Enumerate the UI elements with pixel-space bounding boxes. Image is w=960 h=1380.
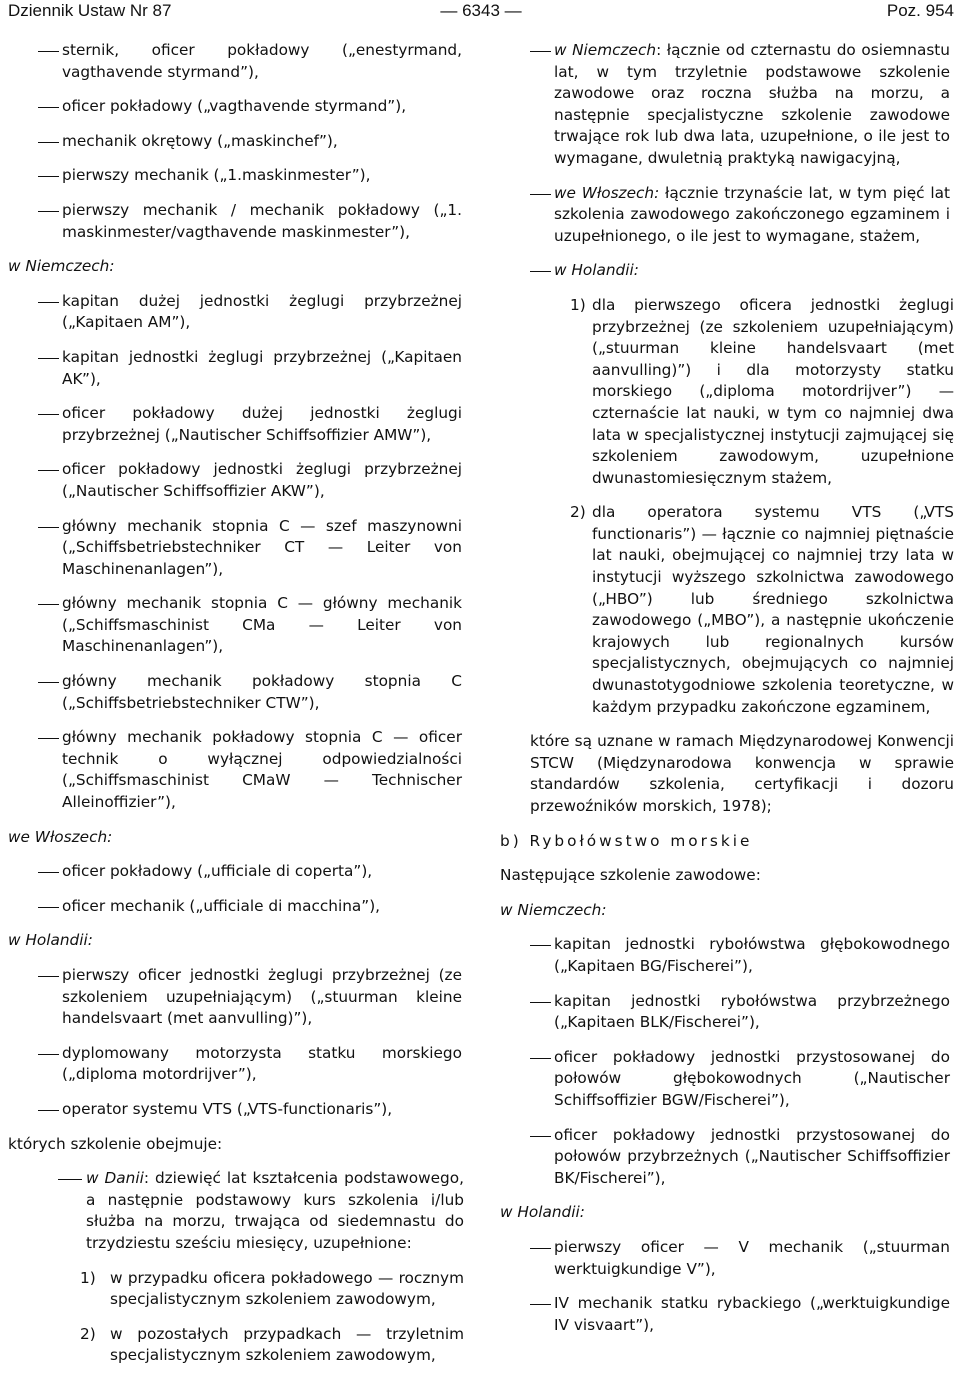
following-intro: Następujące szkolenie zawodowe: — [500, 866, 761, 885]
denmark-label: w Danii — [86, 1169, 144, 1188]
list-item: pierwszy mechanik („1.maskinmester”), — [8, 165, 468, 187]
netherlands-training — [500, 260, 956, 282]
numbered-item — [8, 1324, 468, 1367]
list-item: pierwszy mechanik / mechanik pokładowy („1. maskinmester/vagthavende maskinmester”), — [8, 200, 468, 243]
journal-name: Dziennik Ustaw Nr 87 — [8, 1, 172, 20]
list-item: główny mechanik pokładowy stopnia C — oficer technik o wyłącznej odpowiedzialności („Schiffsmaschinist CMaW — Technischer Alleinoffizier”), — [8, 727, 468, 813]
numbered-item — [500, 295, 956, 489]
netherlands-label: w Holandii: — [554, 261, 639, 280]
training-intro: których szkolenie obejmuje: — [8, 1134, 223, 1153]
denmark-text: : dziewięć lat kształcenia podstawowego, a następnie podstawowy kurs szkolenia i/lub służba na morzu, trwająca od siedemnastu do trzydziestu sześciu miesięcy, uzupełnione: — [86, 1169, 464, 1252]
position-number: Poz. 954 — [886, 1, 954, 20]
germany-text: : łącznie od czternastu do osiemnastu lat, w tym trzyletnie podstawowe szkolenie zawodowe oraz roczna służba na morzu, a następnie specjalistyczne szkolenie zawodowe trwające rok lub dwa lata, uzupełnione, o ile jest to wymagane, dwuletnią praktyką nawigacyjną, — [554, 41, 950, 167]
item-text: dla pierwszego oficera jednostki żeglugi przybrzeżnej (ze szkoleniem uzupełniającym) („stuurman kleine handelsvaart (met aanvulling)”) i dla motorzysty statku morskiego („diploma motordrijver”) — czternaście lat nauki, w tym co najmniej dwa lata w specjalistycznej instytucji zajmującej się szkoleniem zawodowym, uzupełnione dwunastomiesięcznym stażem, — [592, 295, 954, 487]
list-item: kapitan dużej jednostki żeglugi przybrzeżnej („Kapitaen AM”), — [8, 291, 468, 334]
item-number: 1) — [570, 295, 586, 314]
list-item: operator systemu VTS („VTS-functionaris”), — [8, 1099, 468, 1121]
country-label-netherlands: w Holandii: — [8, 931, 93, 950]
list-item: kapitan jednostki rybołówstwa przybrzeżnego („Kapitaen BLK/Fischerei”), — [500, 991, 956, 1034]
germany-training — [500, 40, 956, 170]
list-item: pierwszy oficer jednostki żeglugi przybrzeżnej (ze szkoleniem uzupełniającym) („stuurman kleine handelsvaart (met aanvulling)”), — [8, 965, 468, 1030]
list-item: oficer pokładowy jednostki żeglugi przybrzeżnej („Nautischer Schiffsoffizier AKW”), — [8, 459, 468, 502]
list-item: główny mechanik stopnia C — główny mechanik („Schiffsmaschinist CMa — Leiter von Maschinenanlagen”), — [8, 593, 468, 658]
item-number: 2) — [570, 503, 586, 522]
country-label-italy: we Włoszech: — [8, 827, 113, 846]
item-text: dla operatora systemu VTS („VTS functionaris”) — łącznie co najmniej piętnaście lat nauki, obejmującej co najmniej trzy lata w instytucji wyższego szkolnictwa zawodowego („HBO”) lub średniego szkolnictwa zawodowego („MBO”), a następnie ukończenie krajowych lub regionalnych kursów specjalistycznych, obejmujących co najmniej dwunastotygodniowe szkolenia teoretyczne, w każdym przypadku zakończone egzaminem, — [592, 503, 954, 716]
item-number: 1) — [80, 1268, 96, 1287]
item-number: 2) — [80, 1324, 96, 1343]
list-item: oficer pokładowy dużej jednostki żeglugi przybrzeżnej („Nautischer Schiffsoffizier AMW”), — [8, 403, 468, 446]
country-label-netherlands: w Holandii: — [500, 1203, 585, 1222]
list-item: oficer pokładowy jednostki przystosowanej do połowów głębokowodnych („Nautischer Schiffsoffizier BGW/Fischerei”), — [500, 1047, 956, 1112]
left-column — [8, 40, 468, 1380]
numbered-item — [500, 502, 956, 718]
list-item: główny mechanik pokładowy stopnia C („Schiffsbetriebstechniker CTW”), — [8, 671, 468, 714]
list-item: oficer mechanik („ufficiale di macchina”), — [8, 896, 468, 918]
list-item: kapitan jednostki rybołówstwa głębokowodnego („Kapitaen BG/Fischerei”), — [500, 934, 956, 977]
list-item: oficer pokładowy („vagthavende styrmand”), — [8, 96, 468, 118]
item-text: w pozostałych przypadkach — trzyletnim specjalistycznym szkoleniem zawodowym, — [110, 1324, 464, 1365]
page-header — [8, 0, 954, 22]
section-heading: b) Rybołówstwo morskie — [500, 831, 753, 850]
italy-text: łącznie trzynaście lat, w tym pięć lat szkolenia zawodowego zakończonego egzaminem i uzupełnionego, o ile jest to wymagane, stażem, — [554, 183, 950, 245]
list-item: kapitan jednostki żeglugi przybrzeżnej („Kapitaen AK”), — [8, 347, 468, 390]
list-item: oficer pokładowy jednostki przystosowanej do połowów przybrzeżnych („Nautischer Schiffsoffizier BK/Fischerei”), — [500, 1125, 956, 1190]
list-item: główny mechanik stopnia C — szef maszynowni („Schiffsbetriebstechniker CT — Leiter von Maschinenanlagen”), — [8, 516, 468, 581]
country-label-germany: w Niemczech: — [8, 257, 115, 276]
right-column — [500, 40, 956, 1349]
list-item: IV mechanik statku rybackiego („werktuigkundige IV visvaart”), — [500, 1293, 956, 1336]
denmark-training — [8, 1168, 468, 1254]
list-item: sternik, oficer pokładowy („enestyrmand, vagthavende styrmand”), — [8, 40, 468, 83]
country-label-germany: w Niemczech: — [500, 900, 607, 919]
page-number: — 6343 — — [440, 1, 522, 20]
list-item: oficer pokładowy („ufficiale di coperta”), — [8, 861, 468, 883]
item-text: w przypadku oficera pokładowego — rocznym specjalistycznym szkoleniem zawodowym, — [110, 1268, 464, 1309]
stcw-paragraph: które są uznane w ramach Międzynarodowej Konwencji STCW (Międzynarodowa konwencja w sprawie standardów szkolenia, certyfikacji i dozoru przewoźników morskich, 1978); — [530, 732, 954, 815]
numbered-item — [8, 1268, 468, 1311]
italy-label: we Włoszech: — [554, 183, 660, 202]
list-item: pierwszy oficer — V mechanik („stuurman werktuigkundige V”), — [500, 1237, 956, 1280]
list-item: mechanik okrętowy („maskinchef”), — [8, 131, 468, 153]
italy-training — [500, 183, 956, 248]
list-item: dyplomowany motorzysta statku morskiego („diploma motordrijver”), — [8, 1043, 468, 1086]
germany-label: w Niemczech — [554, 41, 657, 59]
